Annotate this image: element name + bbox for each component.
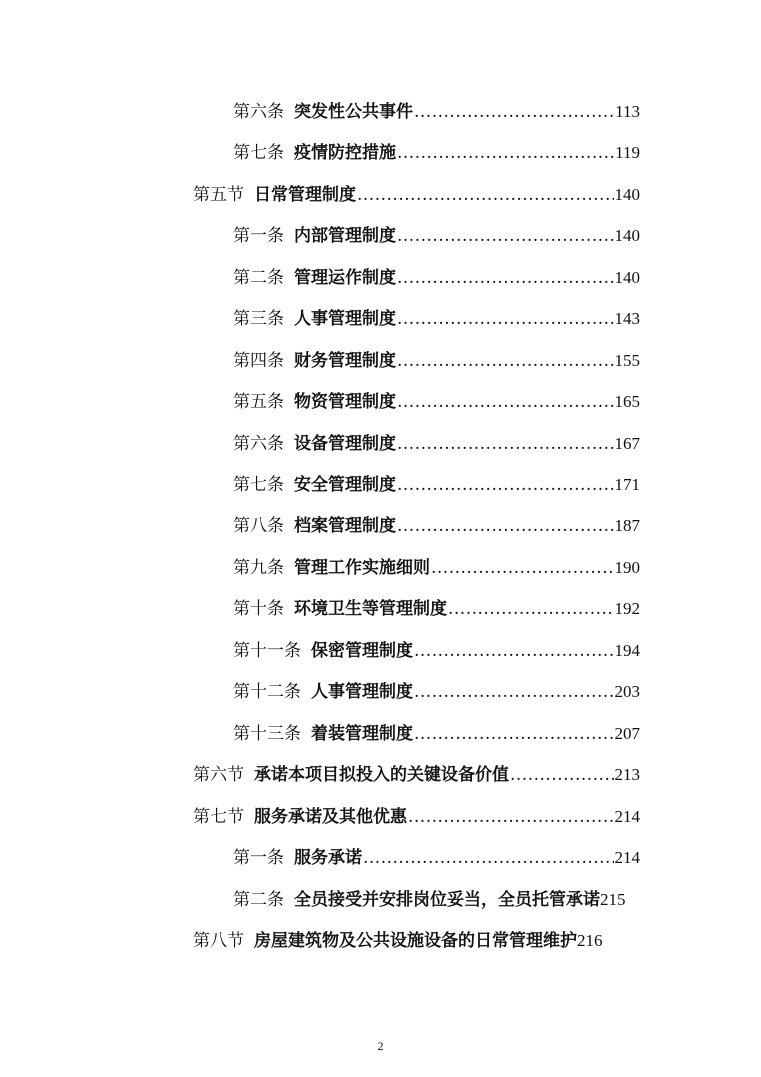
dot-leader: [431, 557, 614, 579]
toc-entry[interactable]: [233, 379, 640, 413]
toc-entry-number: 第七条: [233, 475, 284, 495]
toc-entry-page: 155: [614, 351, 640, 370]
toc-entry-title: 安全管理制度: [294, 475, 396, 495]
toc-entry[interactable]: [233, 628, 640, 662]
toc-entry[interactable]: [233, 711, 640, 745]
toc-entry-number: 第二条: [233, 268, 284, 288]
toc-entry-page: 140: [614, 226, 640, 245]
toc-entry-number: 第十条: [233, 599, 284, 619]
toc-entry-title: 管理运作制度: [294, 268, 396, 288]
toc-entry-page: 194: [614, 641, 640, 660]
toc-entry[interactable]: [233, 421, 640, 455]
toc-entry-page: 143: [614, 309, 640, 328]
toc-entry-title: 服务承诺: [294, 848, 362, 868]
toc-entry-number: 第三条: [233, 309, 284, 329]
toc-entry[interactable]: [233, 462, 640, 496]
toc-entry-number: 第七条: [233, 143, 284, 163]
toc-entry-title: 内部管理制度: [294, 226, 396, 246]
toc-entry-number: 第六条: [233, 434, 284, 454]
toc-entry[interactable]: [193, 794, 640, 828]
toc-entry-page: 167: [614, 434, 640, 453]
toc-entry[interactable]: [193, 172, 640, 206]
toc-entry-number: 第五条: [233, 392, 284, 412]
toc-entry-number: 第八条: [233, 516, 284, 536]
dot-leader: [414, 640, 614, 662]
dot-leader: [397, 474, 614, 496]
toc-entry-number: 第十二条: [233, 682, 301, 702]
toc-entry-page: 119: [615, 143, 640, 162]
dot-leader: [397, 142, 614, 164]
toc-entry-number: 第九条: [233, 558, 284, 578]
dot-leader: [397, 225, 614, 247]
toc-entry-page: 187: [614, 516, 640, 535]
toc-entry-number: 第一条: [233, 848, 284, 868]
toc-entry[interactable]: [233, 586, 640, 620]
toc-entry-title: 承诺本项目拟投入的关键设备价值: [254, 765, 509, 785]
toc-entry-title: 人事管理制度: [311, 682, 413, 702]
toc-entry-number: 第六条: [233, 102, 284, 122]
page-number: 2: [377, 1039, 384, 1053]
dot-leader: [363, 847, 614, 869]
toc-entry[interactable]: [233, 835, 640, 869]
toc-entry-page: 207: [614, 724, 640, 743]
toc-entry[interactable]: [233, 89, 640, 123]
toc-entry-title: 日常管理制度: [254, 185, 356, 205]
dot-leader: [414, 681, 614, 703]
toc-entry[interactable]: [233, 296, 640, 330]
toc-entry[interactable]: [233, 877, 661, 911]
toc-entry[interactable]: [233, 669, 640, 703]
toc-entry-number: 第五节: [193, 185, 244, 205]
toc-entry-title: 保密管理制度: [311, 641, 413, 661]
toc-entry-page: 140: [614, 268, 640, 287]
toc-entry-number: 第十一条: [233, 641, 301, 661]
toc-entry-page: 216: [577, 931, 603, 950]
toc-entry-page: 215: [600, 890, 626, 909]
toc-entry-page: 192: [614, 599, 640, 618]
dot-leader: [397, 391, 614, 413]
dot-leader: [414, 723, 614, 745]
toc-entry-title: 着装管理制度: [311, 724, 413, 744]
dot-leader: [414, 101, 614, 123]
toc-entry-page: 190: [614, 558, 640, 577]
toc-entry-title: 人事管理制度: [294, 309, 396, 329]
toc-entry-page: 140: [614, 185, 640, 204]
dot-leader: [397, 433, 614, 455]
dot-leader: [357, 184, 614, 206]
toc-entry-number: 第七节: [193, 807, 244, 827]
toc-entry[interactable]: [233, 255, 640, 289]
toc-entry-page: 171: [614, 475, 640, 494]
toc-entry-title: 档案管理制度: [294, 516, 396, 536]
dot-leader: [397, 267, 614, 289]
dot-leader: [397, 350, 614, 372]
toc-entry-page: 165: [614, 392, 640, 411]
dot-leader: [510, 764, 614, 786]
toc-entry[interactable]: [233, 338, 640, 372]
toc-entry-page: 214: [614, 848, 640, 867]
dot-leader: [408, 806, 614, 828]
toc-entry-number: 第四条: [233, 351, 284, 371]
toc-entry-number: 第十三条: [233, 724, 301, 744]
toc-entry-title: 房屋建筑物及公共设施设备的日常管理维护: [254, 931, 577, 951]
toc-entry[interactable]: [233, 213, 640, 247]
toc-entry[interactable]: [193, 918, 641, 952]
toc-entry-page: 203: [614, 682, 640, 701]
toc-entry-number: 第六节: [193, 765, 244, 785]
toc-entry-title: 设备管理制度: [294, 434, 396, 454]
toc-entry-title: 服务承诺及其他优惠: [254, 807, 407, 827]
toc-entry-title: 物资管理制度: [294, 392, 396, 412]
toc-entry[interactable]: [233, 503, 640, 537]
toc-entry-number: 第二条: [233, 890, 284, 910]
toc-entry-title: 环境卫生等管理制度: [294, 599, 447, 619]
toc-entry-title: 突发性公共事件: [294, 102, 413, 122]
toc-entry-title: 财务管理制度: [294, 351, 396, 371]
toc-entry[interactable]: [233, 130, 640, 164]
toc-entry[interactable]: [233, 545, 640, 579]
toc-entry-title: 全员接受并安排岗位妥当，全员托管承诺: [294, 890, 600, 910]
toc-entry-title: 管理工作实施细则: [294, 558, 430, 578]
toc-entry[interactable]: [193, 752, 640, 786]
toc-entry-page: 113: [615, 102, 640, 121]
dot-leader: [397, 308, 614, 330]
toc-entry-title: 疫情防控措施: [294, 143, 396, 163]
toc-entry-page: 214: [614, 807, 640, 826]
toc-entry-number: 第八节: [193, 931, 244, 951]
toc-entry-page: 213: [614, 765, 640, 784]
dot-leader: [448, 598, 614, 620]
dot-leader: [397, 515, 614, 537]
toc-entry-number: 第一条: [233, 226, 284, 246]
